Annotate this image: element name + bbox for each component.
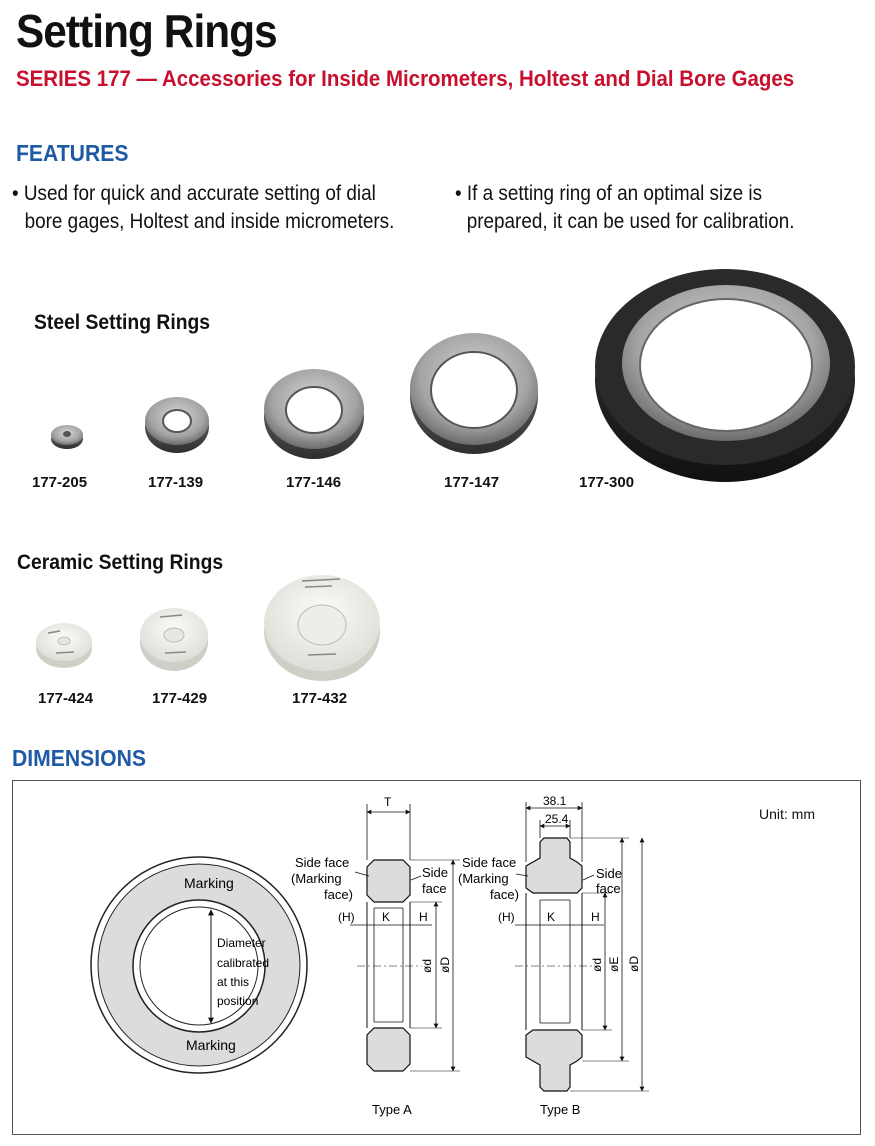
type-a-side-2: face (422, 881, 447, 896)
ring-photo-177-424 (36, 623, 92, 668)
ring-photo-177-300 (595, 269, 855, 482)
type-a-label: Type A (372, 1102, 412, 1117)
page-title: Setting Rings (16, 5, 277, 57)
steel-rings-heading: Steel Setting Rings (34, 311, 211, 334)
type-b-K: K (547, 910, 556, 924)
ring-marking-bottom: Marking (186, 1037, 236, 1053)
type-b-side-2: face (596, 881, 621, 896)
type-b-H-left: (H) (498, 910, 515, 924)
type-a-side-face-2: (Marking (291, 871, 342, 886)
ring-front-view (91, 857, 307, 1073)
model-177-139: 177-139 (148, 474, 204, 491)
ceramic-rings-photos (0, 565, 420, 685)
model-177-300: 177-300 (579, 474, 635, 491)
type-a-H-right: H (419, 910, 428, 924)
ring-photo-177-139 (145, 397, 209, 453)
type-b-dim-inner: 25.4 (545, 812, 569, 826)
feature-item-2-line2: prepared, it can be used for calibration. (466, 210, 795, 233)
type-b-dim-outer: 38.1 (543, 794, 567, 808)
type-b-D: øD (627, 956, 641, 972)
type-b-section (458, 794, 649, 1117)
type-a-d: ød (420, 958, 434, 973)
ceramic-rings-heading: Ceramic Setting Rings (17, 551, 224, 574)
type-b-side-face-2: (Marking (458, 871, 509, 886)
type-b-side-face-3: face) (490, 887, 519, 902)
dimensions-diagram (12, 780, 861, 1135)
feature-item-1 (12, 180, 394, 236)
dimensions-heading: DIMENSIONS (12, 745, 147, 771)
type-a-K: K (382, 910, 391, 924)
model-177-424: 177-424 (38, 690, 94, 707)
model-177-429: 177-429 (152, 690, 208, 707)
ring-photo-177-147 (410, 333, 538, 454)
feature-item-2 (455, 180, 794, 236)
ring-photo-177-205 (51, 425, 83, 449)
model-177-147: 177-147 (444, 474, 500, 491)
features-heading: FEATURES (16, 140, 129, 166)
type-b-side-1: Side (596, 866, 623, 881)
type-a-T: T (384, 795, 392, 809)
feature-item-1-line2: bore gages, Holtest and inside micrometers. (24, 210, 395, 233)
model-177-146: 177-146 (286, 474, 342, 491)
type-b-E: øE (607, 956, 621, 972)
type-b-label: Type B (540, 1102, 581, 1117)
type-a-H-left: (H) (338, 910, 355, 924)
diameter-note-2: calibrated (217, 956, 270, 970)
ring-photo-177-146 (264, 369, 364, 459)
type-a-side-face-1: Side face (295, 855, 350, 870)
feature-item-2-line1: • If a setting ring of an optimal size is (455, 182, 763, 205)
model-177-205: 177-205 (32, 474, 88, 491)
ring-photo-177-432 (264, 575, 380, 681)
type-a-side-face-3: face) (324, 887, 353, 902)
model-177-432: 177-432 (292, 690, 348, 707)
type-a-D: øD (438, 957, 452, 973)
type-a-section (291, 795, 460, 1117)
feature-item-1-line1: • Used for quick and accurate setting of dial (12, 182, 376, 205)
diameter-note-1: Diameter (217, 936, 266, 950)
ring-photo-177-429 (140, 608, 208, 671)
page-subtitle: SERIES 177 — Accessories for Inside Micrometers, Holtest and Dial Bore Gages (16, 66, 795, 91)
type-b-side-face-1: Side face (462, 855, 517, 870)
steel-rings-photos (0, 255, 875, 495)
type-a-side-1: Side (422, 865, 449, 880)
ring-marking-top: Marking (184, 875, 234, 891)
diameter-note-3: at this (217, 975, 250, 989)
type-b-d: ød (590, 957, 604, 972)
diameter-note-4: position (217, 994, 259, 1008)
unit-label: Unit: mm (759, 806, 815, 822)
type-b-H-right: H (591, 910, 600, 924)
